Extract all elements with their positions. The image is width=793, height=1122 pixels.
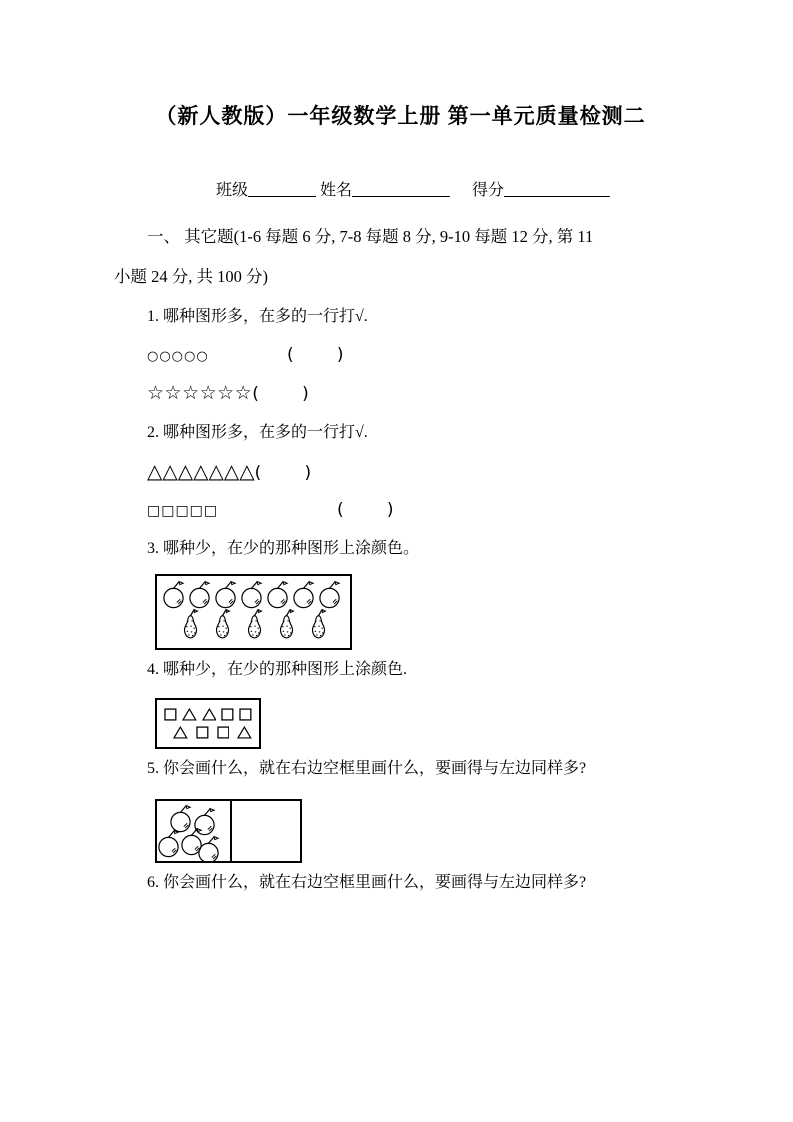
class-label: 班级 (216, 182, 249, 199)
name-label: 姓名 (320, 182, 353, 199)
apple-icon (188, 579, 213, 609)
section-heading (114, 217, 687, 297)
question-2-row-squares (114, 492, 687, 529)
apple-icon (292, 579, 317, 609)
page-title: （新人教版）一年级数学上册 第一单元质量检测二 (155, 104, 646, 128)
squares-shapes: □□□□□ (147, 503, 219, 519)
empty-drawing-box[interactable] (232, 799, 302, 863)
circles-shapes: ○○○○○ (147, 349, 209, 364)
triangle-icon (173, 726, 188, 739)
question-5-text: 5. 你会画什么，就在右边空框里画什么，要画得与左边同样多? (147, 760, 587, 777)
pear-icon (180, 607, 201, 640)
answer-parens[interactable]: ( ) (337, 500, 394, 520)
section-heading-line2: 小题 24 分, 共 100 分) (114, 267, 268, 286)
section-heading-line1: 一、 其它题(1-6 每题 6 分, 7-8 每题 8 分, 9-10 每题 12 分, 第 11 (147, 227, 594, 246)
question-6-text: 6. 你会画什么，就在右边空框里画什么，要画得与左边同样多? (147, 874, 587, 891)
answer-parens[interactable]: ( ) (252, 384, 309, 404)
question-4-figure (155, 698, 261, 749)
triangle-icon (202, 708, 217, 721)
pear-icon (276, 607, 297, 640)
pears-row (180, 607, 350, 640)
triangle-icon (237, 726, 252, 739)
pear-icon (308, 607, 329, 640)
score-label: 得分 (472, 182, 505, 199)
apples-row (162, 579, 350, 609)
shapes-row-1 (164, 708, 252, 721)
question-2-text: 2. 哪种图形多，在多的一行打√. (147, 424, 368, 441)
square-icon (239, 708, 252, 721)
square-icon (221, 708, 234, 721)
question-5-figure (155, 799, 687, 863)
stars-shapes: ☆☆☆☆☆☆ (147, 382, 253, 404)
triangle-icon (182, 708, 197, 721)
apple-icon (266, 579, 291, 609)
answer-parens[interactable]: ( ) (254, 463, 312, 483)
score-blank-line[interactable] (504, 181, 610, 197)
class-blank-line[interactable] (248, 181, 316, 197)
apple-icon (318, 579, 343, 609)
answer-parens[interactable]: ( ) (287, 345, 344, 365)
apple-icon (197, 834, 222, 863)
apple-icon (162, 579, 187, 609)
apples-source-box (155, 799, 232, 863)
question-1-row-circles (114, 337, 687, 375)
square-icon (164, 708, 177, 721)
apple-icon (157, 828, 182, 858)
square-icon (196, 726, 209, 739)
question-2-row-triangles (114, 453, 687, 492)
pear-icon (212, 607, 233, 640)
question-3-text: 3. 哪种少，在少的那种图形上涂颜色。 (147, 540, 420, 557)
question-1-text: 1. 哪种图形多，在多的一行打√. (147, 308, 368, 325)
shapes-row-2 (173, 726, 252, 739)
pear-icon (244, 607, 265, 640)
apple-icon (240, 579, 265, 609)
header-fields (216, 180, 687, 202)
name-blank-line[interactable] (352, 181, 450, 197)
question-4-text: 4. 哪种少，在少的那种图形上涂颜色. (147, 661, 408, 678)
question-3-figure (155, 574, 352, 650)
apple-icon (214, 579, 239, 609)
question-1-row-stars (114, 375, 687, 413)
triangles-shapes: △△△△△△△ (147, 459, 255, 483)
square-icon (217, 726, 230, 739)
